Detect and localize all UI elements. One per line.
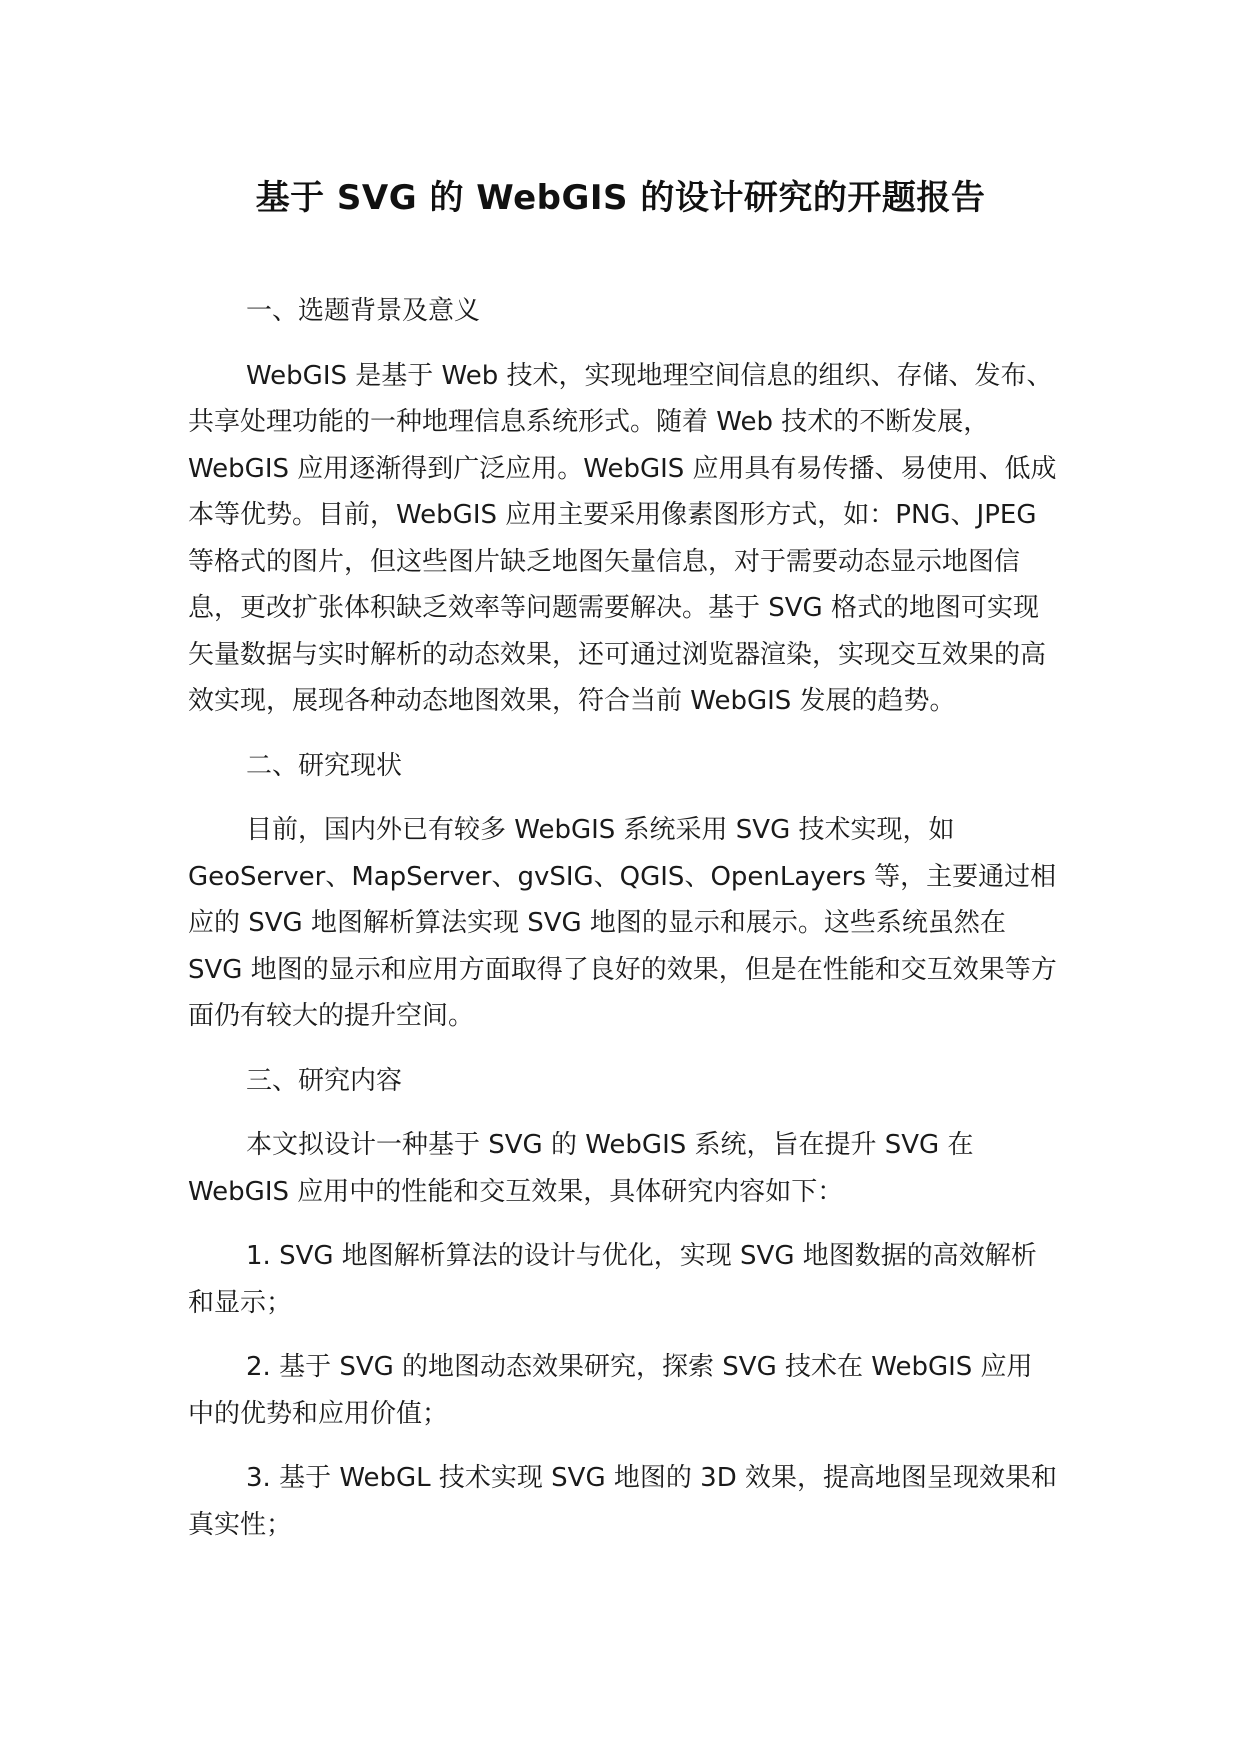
document-title: 基于 SVG 的 WebGIS 的设计研究的开题报告 [255,178,986,218]
document-body [188,288,1058,1566]
section-heading-background: 一、选题背景及意义 [246,296,481,326]
list-item-content-1: 1. SVG 地图解析算法的设计与优化，实现 SVG 地图数据的高效解析和显示； [188,1241,1037,1318]
paragraph-background: WebGIS 是基于 Web 技术，实现地理空间信息的组织、存储、发布、共享处理功能的一种地理信息系统形式。随着 Web 技术的不断发展，WebGIS 应用逐渐得到广泛应用。WebGIS 应用具有易传播、易使用、低成本等优势。目前，WebGIS 应用主要采用像素图形方式，如：PNG、JPEG 等格式的图片，但这些图片缺乏地图矢量信息，对于需要动态显示地图信息，更改扩张体积缺乏效率等问题需要解决。基于 SVG 格式的地图可实现矢量数据与实时解析的动态效果，还可通过浏览器渲染，实现交互效果的高效实现，展现各种动态地图效果，符合当前 WebGIS 发展的趋势。 [188,360,1057,716]
list-item-content-2: 2. 基于 SVG 的地图动态效果研究，探索 SVG 技术在 WebGIS 应用中的优势和应用价值； [188,1352,1033,1429]
section-heading-status: 二、研究现状 [246,750,403,781]
paragraph-status: 目前，国内外已有较多 WebGIS 系统采用 SVG 技术实现，如 GeoServer、MapServer、gvSIG、QGIS、OpenLayers 等，主要通过相应的 SVG 地图解析算法实现 SVG 地图的显示和展示。这些系统虽然在 SVG 地图的显示和应用方面取得了良好的效果，但是在性能和交互效果等方面仍有较大的提升空间。 [188,815,1057,1031]
paragraph-content-intro: 本文拟设计一种基于 SVG 的 WebGIS 系统，旨在提升 SVG 在 WebGIS 应用中的性能和交互效果，具体研究内容如下： [188,1130,974,1207]
list-item-content-3: 3. 基于 WebGL 技术实现 SVG 地图的 3D 效果，提高地图呈现效果和真实性； [188,1463,1057,1540]
section-heading-content: 三、研究内容 [246,1065,403,1096]
